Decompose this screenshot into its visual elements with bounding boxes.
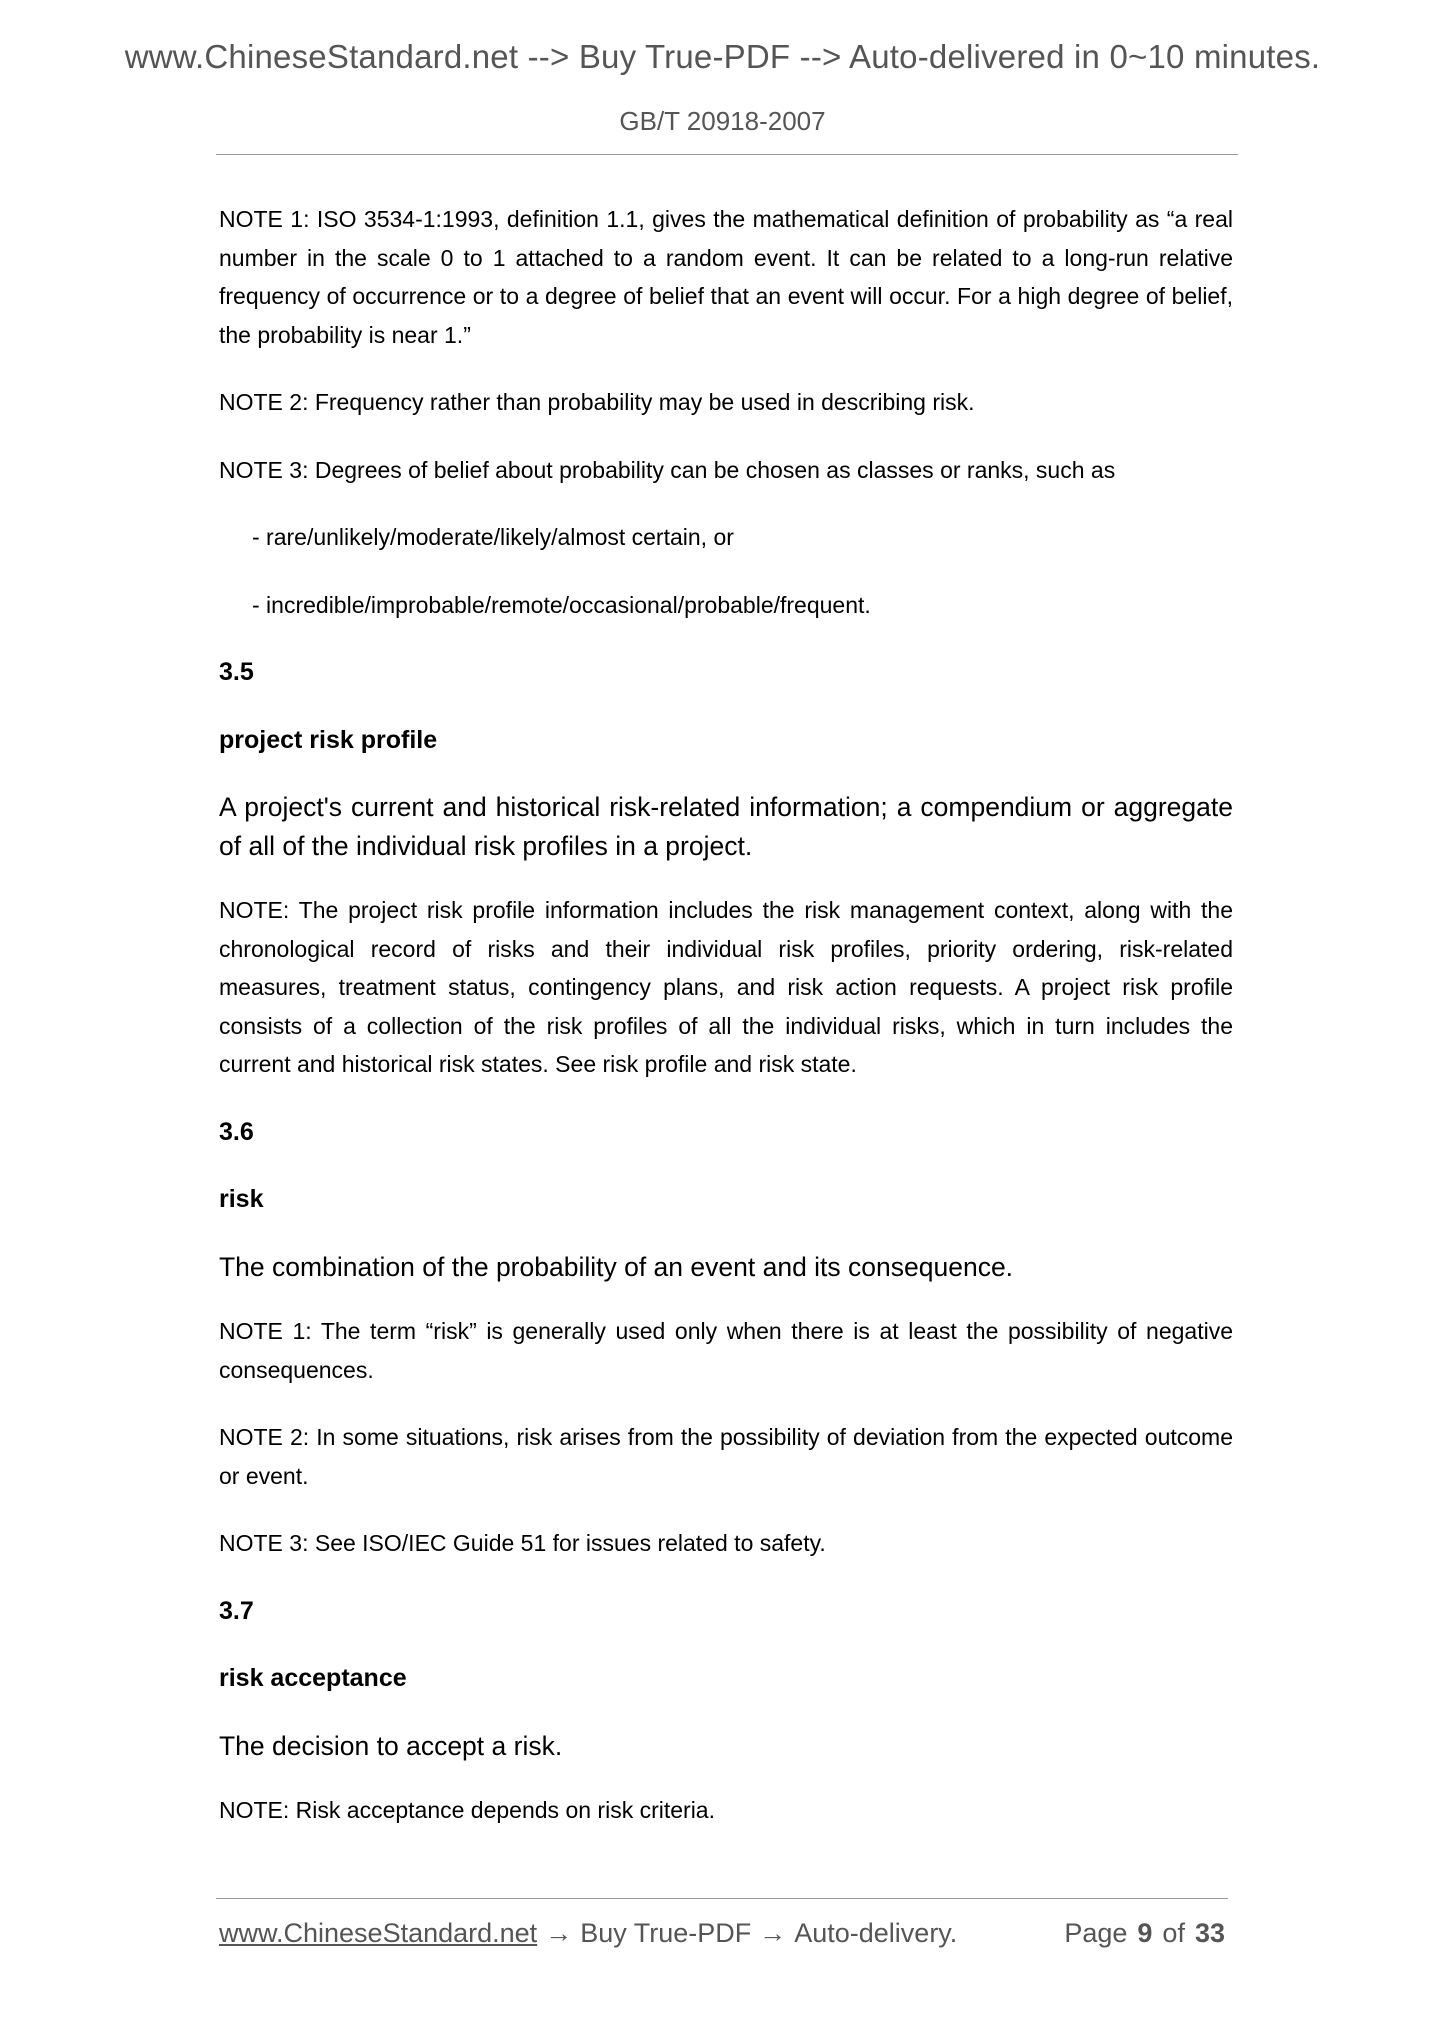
page-indicator bbox=[1064, 1918, 1225, 1949]
of-label: of bbox=[1162, 1918, 1185, 1948]
header-banner: www.ChineseStandard.net --> Buy True-PDF --> Auto-delivered in 0~10 minutes. bbox=[124, 38, 1321, 75]
list-item: - incredible/improbable/remote/occasional/probable/frequent. bbox=[252, 591, 871, 618]
page-number: 9 bbox=[1137, 1918, 1153, 1948]
buy-true-pdf-text: Buy True-PDF bbox=[580, 1918, 752, 1948]
section-number-3-7: 3.7 bbox=[219, 1596, 254, 1625]
probability-note-1: NOTE 1: ISO 3534-1:1993, definition 1.1, gives the mathematical definition of probability as “a real number in the scale 0 to 1 attached to a random event. It can be related to a long-run relative frequency of occurrence or to a degree of belief that an event will occur. For a high degree of belief, the probability is near 1.” bbox=[219, 206, 1233, 348]
standard-code: GB/T 20918-2007 bbox=[619, 106, 826, 136]
term-risk: risk bbox=[219, 1185, 264, 1213]
auto-delivery-text: Auto-delivery. bbox=[794, 1918, 958, 1948]
risk-note-1: NOTE 1: The term “risk” is generally used only when there is at least the possibility of negative consequences. bbox=[219, 1318, 1233, 1383]
note-risk-acceptance: NOTE: Risk acceptance depends on risk criteria. bbox=[219, 1797, 715, 1823]
arrow-right-icon: → bbox=[759, 1918, 787, 1948]
page-label: Page bbox=[1064, 1918, 1128, 1948]
risk-note-3: NOTE 3: See ISO/IEC Guide 51 for issues related to safety. bbox=[219, 1530, 826, 1556]
section-number-3-5: 3.5 bbox=[219, 658, 254, 686]
risk-note-2: NOTE 2: In some situations, risk arises from the possibility of deviation from the expected outcome or event. bbox=[219, 1424, 1233, 1489]
definition-risk-acceptance: The decision to accept a risk. bbox=[219, 1730, 563, 1761]
website-link[interactable]: www.ChineseStandard.net bbox=[219, 1918, 538, 1948]
page-footer bbox=[219, 1918, 1225, 1949]
header-divider bbox=[216, 154, 1238, 155]
term-project-risk-profile: project risk profile bbox=[219, 725, 438, 754]
total-pages: 33 bbox=[1194, 1918, 1225, 1948]
list-item: - rare/unlikely/moderate/likely/almost certain, or bbox=[252, 524, 734, 550]
section-number-3-6: 3.6 bbox=[219, 1117, 254, 1146]
probability-note-2: NOTE 2: Frequency rather than probability may be used in describing risk. bbox=[219, 389, 975, 415]
term-risk-acceptance: risk acceptance bbox=[219, 1664, 407, 1692]
definition-risk: The combination of the probability of an event and its consequence. bbox=[219, 1251, 1014, 1282]
note-project-risk-profile: NOTE: The project risk profile information includes the risk management context, along with the chronological record of risks and their individual risk profiles, priority ordering, risk-related measures, treatment status, contingency plans, and risk action requests. A project risk profile consists of a collection of the risk profiles of all the individual risks, which in turn includes the current and historical risk states. See risk profile and risk state. bbox=[219, 897, 1233, 1077]
footer-divider bbox=[216, 1898, 1228, 1899]
probability-note-3: NOTE 3: Degrees of belief about probability can be chosen as classes or ranks, such as bbox=[219, 456, 1116, 483]
arrow-right-icon: → bbox=[545, 1918, 573, 1948]
page-content bbox=[219, 200, 1233, 1859]
footer-left bbox=[219, 1918, 957, 1949]
definition-project-risk-profile: A project's current and historical risk-related information; a compendium or aggregate of all of the individual risk profiles in a project. bbox=[219, 792, 1233, 861]
